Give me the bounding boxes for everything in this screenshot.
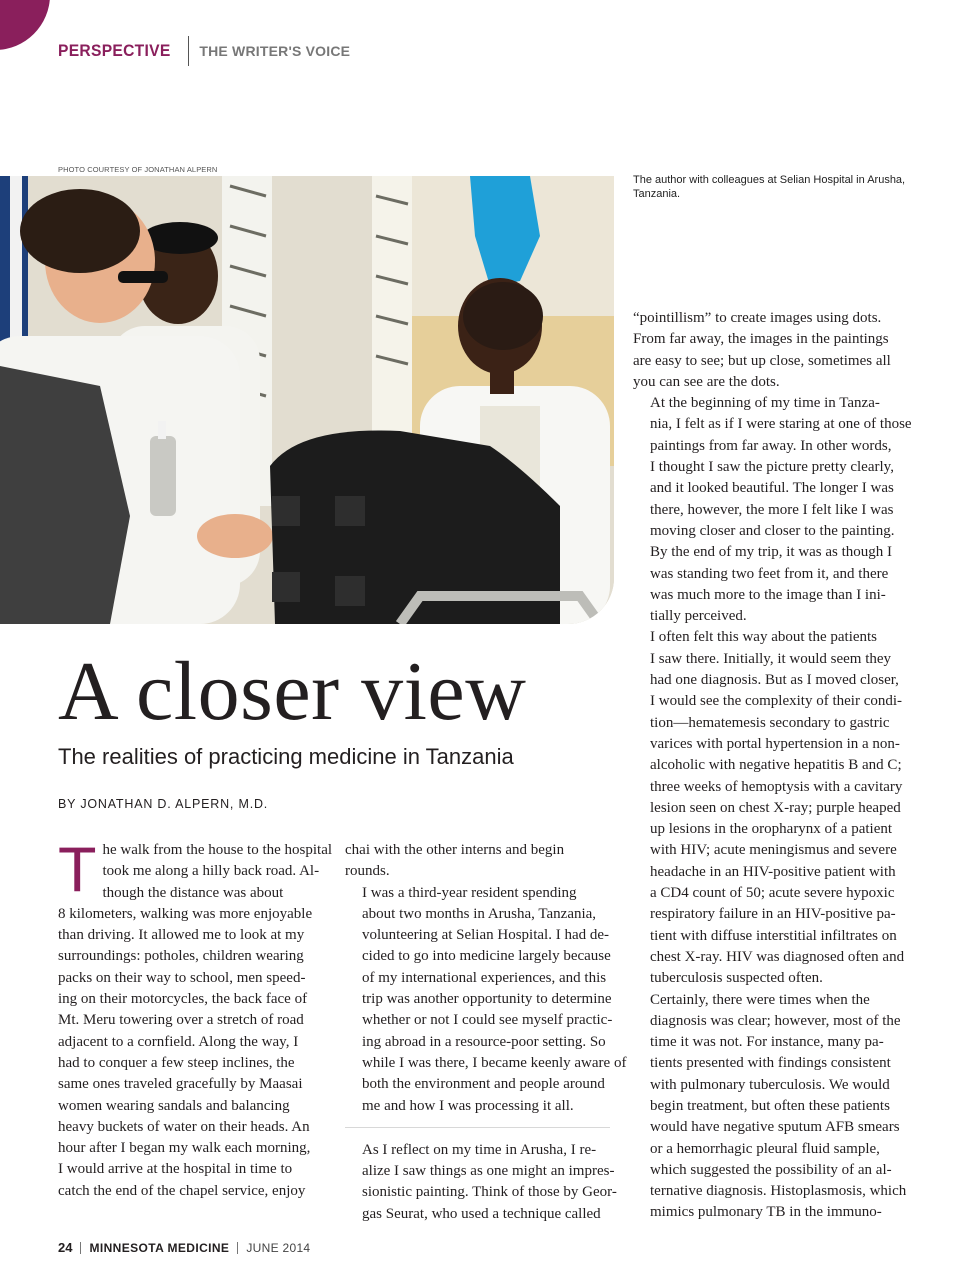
- section-header: [58, 36, 350, 66]
- text-line: had to conquer a few steep inclines, the: [58, 1054, 295, 1071]
- text-line: ternative diagnosis. Histoplasmosis, which: [650, 1183, 907, 1200]
- text-line: though the distance was about: [102, 884, 284, 901]
- text-line: tially perceived.: [650, 608, 747, 625]
- text-line: paintings from far away. In other words,: [650, 437, 892, 454]
- article-photo: [0, 176, 614, 624]
- text-line: adjacent to a cornfield. Along the way, I: [58, 1033, 299, 1050]
- text-line: I saw there. Initially, it would seem they: [650, 650, 892, 667]
- article-column-1: [58, 835, 333, 1202]
- text-line: or a hemorrhagic pleural fluid sample,: [650, 1140, 880, 1157]
- issue-date: JUNE 2014: [246, 1240, 311, 1255]
- text-line: I would see the complexity of their condi-: [650, 693, 903, 710]
- footer-divider: [237, 1242, 238, 1254]
- text-line: moving closer and closer to the painting.: [650, 522, 895, 539]
- text-line: whether or not I could see myself practic-: [362, 1012, 613, 1029]
- text-line: surroundings: potholes, children wearing: [58, 948, 304, 965]
- text-line: trip was another opportunity to determine: [362, 991, 612, 1008]
- text-line: “pointillism” to create images using dots.: [633, 310, 882, 326]
- text-line: chai with the other interns and begin: [345, 842, 565, 858]
- text-line: diagnosis was clear; however, most of the: [650, 1012, 901, 1029]
- text-line: ing abroad in a resource-poor setting. So: [362, 1033, 606, 1050]
- paragraph: [58, 835, 333, 1202]
- text-line: women wearing sandals and balancing: [58, 1097, 290, 1114]
- byline: BY JONATHAN D. ALPERN, M.D.: [58, 797, 269, 811]
- text-line: was standing two feet from it, and there: [650, 565, 889, 582]
- text-line: cided to go into medicine largely because: [362, 948, 611, 965]
- publication-name: MINNESOTA MEDICINE: [89, 1240, 230, 1255]
- text-line: headache in an HIV-positive patient with: [650, 863, 896, 880]
- text-line: would have negative sputum AFB smears: [650, 1119, 900, 1136]
- text-line: respiratory failure in an HIV-positive pa-: [650, 906, 896, 923]
- text-line: 8 kilometers, walking was more enjoyable: [58, 905, 313, 922]
- text-line: took me along a hilly back road. Al-: [102, 863, 320, 880]
- photo-credit: PHOTO COURTESY OF JONATHAN ALPERN: [58, 165, 218, 174]
- paragraph: [345, 1140, 617, 1225]
- text-line: tuberculosis suspected often.: [650, 970, 823, 987]
- text-line: I often felt this way about the patients: [650, 629, 878, 646]
- text-line: By the end of my trip, it was as though I: [650, 544, 893, 561]
- footer-divider: [80, 1242, 81, 1254]
- page-footer: [58, 1240, 310, 1255]
- text-line: alize I saw things as one might an impres-: [362, 1163, 615, 1180]
- text-line: begin treatment, but often these patients: [650, 1097, 890, 1114]
- text-line: nia, I felt as if I were staring at one of those: [650, 416, 912, 433]
- text-line: tients presented with findings consistent: [650, 1055, 891, 1072]
- text-line: sionistic painting. Think of those by Geor-: [362, 1184, 617, 1201]
- text-line: As I reflect on my time in Arusha, I re-: [362, 1141, 597, 1158]
- text-line: lesion seen on chest X-ray; purple heaped: [650, 799, 901, 816]
- article-column-2: [345, 840, 627, 1225]
- text-line: At the beginning of my time in Tanza-: [650, 395, 880, 412]
- text-line: Mt. Meru towering over a stretch of road: [58, 1012, 304, 1029]
- page-number: 24: [58, 1240, 73, 1255]
- paragraph: [633, 308, 901, 393]
- text-line: gas Seurat, who used a technique called: [362, 1205, 601, 1222]
- text-line: volunteering at Selian Hospital. I had de-: [362, 927, 610, 944]
- text-line: than driving. It allowed me to look at my: [58, 927, 305, 944]
- text-line: ing on their motorcycles, the back face of: [58, 991, 308, 1008]
- article-column-3: [633, 308, 912, 1224]
- text-line: I was a third-year resident spending: [362, 884, 577, 901]
- text-line: there, however, the more I felt like I was: [650, 501, 894, 518]
- drop-cap: T: [58, 835, 97, 905]
- text-line: up lesions in the oropharynx of a patient: [650, 821, 893, 838]
- text-line: packs on their way to school, men speed-: [58, 969, 306, 986]
- corner-accent-shape: [0, 0, 50, 50]
- text-line: me and how I was processing it all.: [362, 1097, 574, 1114]
- text-line: a CD4 count of 50; acute severe hypoxic: [650, 885, 895, 902]
- header-divider: [188, 36, 189, 66]
- text-line: of my international experiences, and this: [362, 969, 607, 986]
- article-title: A closer view: [58, 645, 527, 738]
- text-line: you can see are the dots.: [633, 373, 780, 390]
- text-line: three weeks of hemoptysis with a cavitary: [650, 778, 903, 795]
- paragraph: [633, 393, 912, 627]
- text-line: heavy buckets of water on their heads. An: [58, 1118, 310, 1135]
- text-line: which suggested the possibility of an al-: [650, 1161, 892, 1178]
- text-line: same ones traveled gracefully by Maasai: [58, 1076, 303, 1093]
- text-line: while I was there, I became keenly aware of: [362, 1054, 627, 1071]
- text-line: catch the end of the chapel service, enjoy: [58, 1182, 306, 1199]
- paragraph: [633, 627, 905, 989]
- text-line: with HIV; acute meningismus and severe: [650, 842, 897, 859]
- text-line: varices with portal hypertension in a non-: [650, 735, 900, 752]
- section-break-rule: [345, 1127, 610, 1128]
- text-line: alcoholic with negative hepatitis B and C;: [650, 757, 902, 774]
- article-subtitle: The realities of practicing medicine in Tanzania: [58, 744, 514, 769]
- section-kicker: PERSPECTIVE: [58, 41, 171, 60]
- paragraph: [345, 840, 610, 883]
- text-line: rounds.: [345, 863, 390, 880]
- text-line: chest X-ray. HIV was diagnosed often and: [650, 948, 905, 965]
- text-line: was much more to the image than I ini-: [650, 586, 886, 603]
- text-line: tient with diffuse interstitial infiltrates on: [650, 927, 897, 944]
- text-line: tion—hematemesis secondary to gastric: [650, 714, 890, 731]
- text-line: had one diagnosis. But as I moved closer,: [650, 672, 899, 689]
- text-line: From far away, the images in the paintings: [633, 331, 889, 348]
- text-line: about two months in Arusha, Tanzania,: [362, 905, 597, 922]
- text-line: he walk from the house to the hospital: [102, 842, 333, 858]
- paragraph: [345, 883, 627, 1117]
- text-line: and it looked beautiful. The longer I was: [650, 480, 894, 497]
- text-line: I would arrive at the hospital in time to: [58, 1161, 293, 1178]
- text-line: are easy to see; but up close, sometimes all: [633, 352, 891, 369]
- text-line: time it was not. For instance, many pa-: [650, 1034, 884, 1051]
- text-line: both the environment and people around: [362, 1076, 605, 1093]
- text-line: mimics pulmonary TB in the immuno-: [650, 1204, 882, 1221]
- text-line: I thought I saw the picture pretty clearly,: [650, 459, 894, 476]
- section-name: THE WRITER'S VOICE: [199, 43, 351, 59]
- paragraph: [633, 990, 907, 1224]
- text-line: Certainly, there were times when the: [650, 991, 870, 1008]
- text-line: hour after I began my walk each morning,: [58, 1140, 311, 1157]
- text-line: with pulmonary tuberculosis. We would: [650, 1076, 890, 1093]
- photo-caption: The author with colleagues at Selian Hospital in Arusha, Tanzania.: [633, 174, 906, 200]
